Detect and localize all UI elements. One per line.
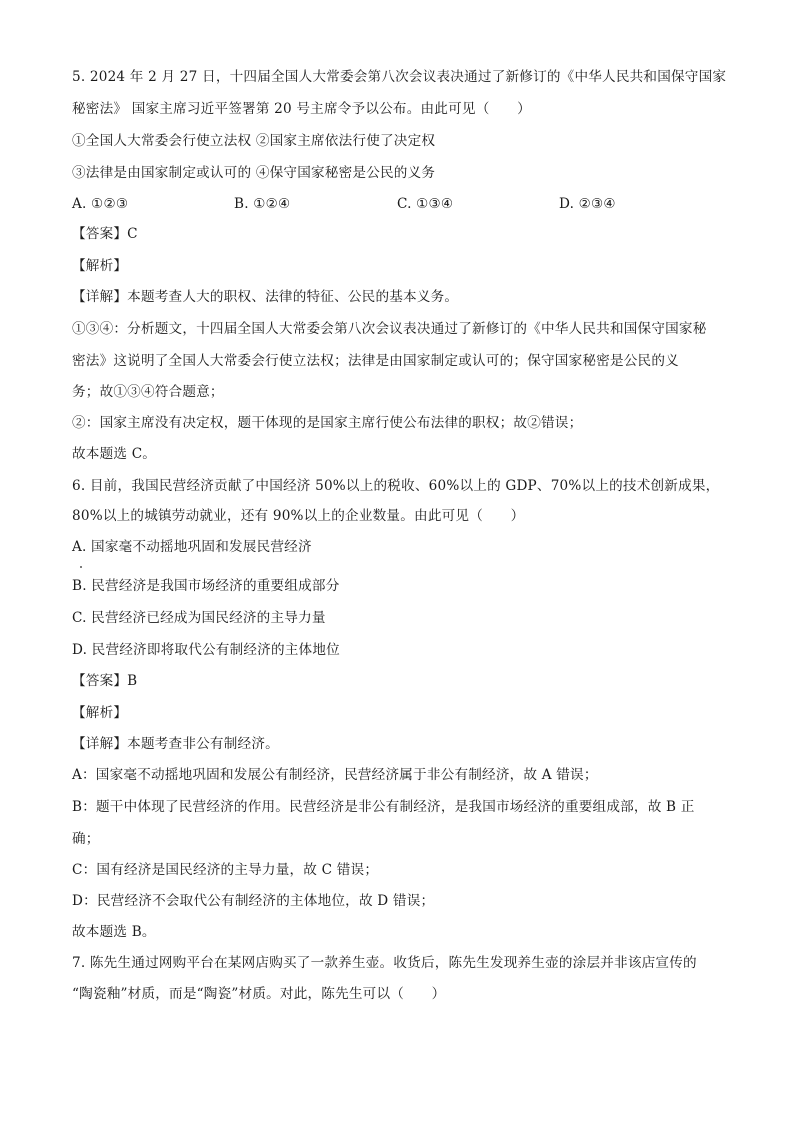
q6-stem-line-2: 80%以上的城镇劳动就业，还有 90%以上的企业数量。由此可见（ ） <box>72 508 525 524</box>
q5-detail-line-4: 务；故①③④符合题意； <box>72 384 224 400</box>
q5-option-c: C. ①③④ <box>397 196 454 212</box>
q5-detail-line-2: ①③④：分析题文，十四届全国人大常委会第八次会议表决通过了新修订的《中华人民共和国保守国家秘 <box>72 321 707 337</box>
q6-detail-line-7: 故本题选 B。 <box>72 924 156 940</box>
q5-stem-line-2: 秘密法》 国家主席习近平签署第 20 号主席令予以公布。由此可见（ ） <box>72 101 531 117</box>
q5-answer: 【答案】C <box>72 226 138 242</box>
q6-option-d: D. 民营经济即将取代公有制经济的主体地位 <box>72 642 340 658</box>
q5-option-a: A. ①②③ <box>72 196 129 212</box>
q5-detail-line-5: ②：国家主席没有决定权，题干体现的是国家主席行使公布法律的职权；故②错误； <box>72 415 583 431</box>
q5-detail-line-6: 故本题选 C。 <box>72 446 157 462</box>
q6-answer: 【答案】B <box>72 673 138 689</box>
q6-option-b: B. 民营经济是我国市场经济的重要组成部分 <box>72 578 340 594</box>
q5-statements-line-1: ①全国人大常委会行使立法权 ②国家主席依法行使了决定权 <box>72 133 436 149</box>
q5-detail-line-1: 【详解】本题考查人大的职权、法律的特征、公民的基本义务。 <box>72 289 459 305</box>
q6-detail-line-2: A：国家毫不动摇地巩固和发展公有制经济，民营经济属于非公有制经济，故 A 错误； <box>72 767 598 783</box>
q7-stem-line-2: “陶瓷釉”材质，而是“陶瓷”材质。对此，陈先生可以（ ） <box>72 986 446 1002</box>
q6-detail-line-3: B：题干中体现了民营经济的作用。民营经济是非公有制经济，是我国市场经济的重要组成部，故 B 正 <box>72 799 695 815</box>
q5-option-d: D. ②③④ <box>559 196 616 212</box>
q5-analysis-label: 【解析】 <box>72 258 128 274</box>
q5-detail-line-3: 密法》这说明了全国人大常委会行使立法权；法律是由国家制定或认可的；保守国家秘密是公民的义 <box>72 353 679 369</box>
q7-stem-line-1: 7. 陈先生通过网购平台在某网店购买了一款养生壶。收货后，陈先生发现养生壶的涂层并非该店宣传的 <box>72 955 697 971</box>
q6-stem-line-1: 6. 目前，我国民营经济贡献了中国经济 50%以上的税收、60%以上的 GDP、70%以上的技术创新成果， <box>72 478 720 494</box>
q6-detail-line-6: D：民营经济不会取代公有制经济的主体地位，故 D 错误； <box>72 893 435 909</box>
q6-option-a: A. 国家毫不动摇地巩固和发展民营经济 <box>72 539 312 555</box>
q6-detail-line-4: 确； <box>72 831 100 847</box>
q6-detail-line-1: 【详解】本题考查非公有制经济。 <box>72 736 279 752</box>
q5-statements-line-2: ③法律是由国家制定或认可的 ④保守国家秘密是公民的义务 <box>72 165 436 181</box>
q6-option-c: C. 民营经济已经成为国民经济的主导力量 <box>72 610 326 626</box>
q5-stem-line-1: 5. 2024 年 2 月 27 日，十四届全国人大常委会第八次会议表决通过了新修订的《中华人民共和国保守国家 <box>72 69 727 85</box>
stray-dot-mark <box>80 566 82 568</box>
q5-option-b: B. ①②④ <box>234 196 291 212</box>
q6-analysis-label: 【解析】 <box>72 705 128 721</box>
q6-detail-line-5: C：国有经济是国民经济的主导力量，故 C 错误； <box>72 862 379 878</box>
